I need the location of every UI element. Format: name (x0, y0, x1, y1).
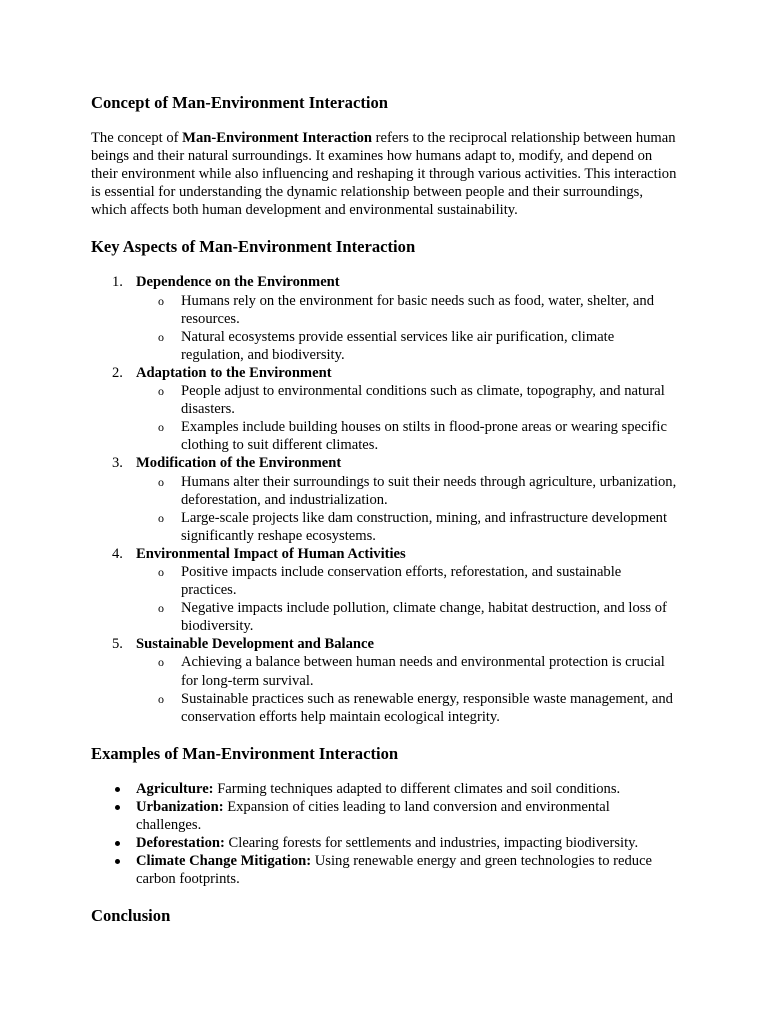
intro-rest: refers to the reciprocal relationship between human beings and their natural surroundings. It examines how humans adapt to, modify, and depend on their environment while also influencing and reshaping it through various activities. This interaction is essential for understanding the dynamic relationship between people and their surroundings, which affects both human development and environmental sustainability. (91, 130, 677, 219)
aspect-item (91, 364, 678, 454)
examples-list (91, 780, 678, 889)
example-term: Deforestation: (136, 835, 225, 852)
example-term: Climate Change Mitigation: (136, 853, 312, 870)
example-text: Clearing forests for settlements and industries, impacting biodiversity. (224, 835, 639, 852)
aspect-point (136, 473, 678, 509)
aspect-point-text: Examples include building houses on stilts in flood-prone areas or wearing specific clothing to suit different climates. (181, 419, 667, 454)
aspect-number: 1. (112, 274, 123, 291)
aspect-point (136, 599, 678, 635)
aspect-item (91, 273, 678, 363)
circle-bullet-icon: o (158, 384, 164, 399)
examples-heading: Examples of Man-Environment Interaction (91, 743, 399, 763)
document-title: Concept of Man-Environment Interaction (91, 93, 388, 112)
circle-bullet-icon: o (158, 420, 164, 435)
example-item (91, 852, 678, 888)
aspect-item (91, 454, 678, 544)
aspect-point (136, 563, 678, 599)
intro-paragraph (91, 129, 678, 219)
example-text: Expansion of cities leading to land conversion and environmental challenges. (136, 798, 610, 833)
circle-bullet-icon: o (158, 601, 164, 616)
circle-bullet-icon: o (158, 329, 164, 344)
example-text: Using renewable energy and green technologies to reduce carbon footprints. (136, 853, 653, 888)
aspects-heading: Key Aspects of Man-Environment Interaction (91, 237, 416, 257)
aspect-title: Sustainable Development and Balance (136, 636, 374, 653)
bullet-dot-icon (115, 805, 120, 810)
aspect-point-text: Humans rely on the environment for basic needs such as food, water, shelter, and resources. (181, 292, 654, 327)
circle-bullet-icon: o (158, 510, 164, 525)
aspect-title: Adaptation to the Environment (136, 364, 332, 381)
circle-bullet-icon: o (158, 474, 164, 489)
bullet-dot-icon (115, 787, 120, 792)
aspect-point (136, 509, 678, 545)
aspect-points (136, 563, 678, 635)
aspect-point (136, 653, 678, 689)
aspect-points (136, 292, 678, 364)
aspect-point-text: Humans alter their surroundings to suit their needs through agriculture, urbanization, deforestation, and industrialization. (181, 473, 677, 508)
aspect-point-text: People adjust to environmental conditions such as climate, topography, and natural disasters. (181, 383, 665, 418)
example-item (91, 798, 678, 834)
example-item (91, 780, 678, 798)
aspect-number: 4. (112, 545, 123, 562)
aspect-title: Modification of the Environment (136, 455, 342, 472)
aspect-point-text: Achieving a balance between human needs and environmental protection is crucial for long-term survival. (181, 654, 665, 689)
intro-bold-term: Man-Environment Interaction (182, 130, 373, 146)
bullet-dot-icon (115, 859, 120, 864)
example-item (91, 834, 678, 852)
intro-prefix: The concept of (91, 130, 183, 146)
aspect-points (136, 653, 678, 725)
circle-bullet-icon: o (158, 691, 164, 706)
aspect-point (136, 690, 678, 726)
aspect-title: Dependence on the Environment (136, 274, 340, 291)
example-term: Agriculture: (136, 780, 214, 797)
aspect-title: Environmental Impact of Human Activities (136, 545, 406, 562)
bullet-dot-icon (115, 841, 120, 846)
aspect-points (136, 473, 678, 545)
aspect-number: 5. (112, 636, 123, 653)
aspect-number: 2. (112, 364, 123, 381)
aspect-point (136, 328, 678, 364)
aspects-list (91, 273, 678, 725)
aspect-number: 3. (112, 455, 123, 472)
circle-bullet-icon: o (158, 564, 164, 579)
example-term: Urbanization: (136, 798, 224, 815)
circle-bullet-icon: o (158, 293, 164, 308)
aspect-points (136, 382, 678, 454)
aspect-point-text: Natural ecosystems provide essential services like air purification, climate regulation, and biodiversity. (181, 328, 615, 363)
conclusion-heading: Conclusion (91, 906, 171, 926)
aspect-point (136, 292, 678, 328)
aspect-point-text: Positive impacts include conservation efforts, reforestation, and sustainable practices. (181, 563, 622, 599)
aspect-item (91, 635, 678, 725)
aspect-item (91, 545, 678, 635)
aspect-point-text: Sustainable practices such as renewable energy, responsible waste management, and conservation efforts help maintain ecological integrity. (181, 690, 673, 725)
aspect-point-text: Large-scale projects like dam construction, mining, and infrastructure development significantly reshape ecosystems. (181, 509, 668, 544)
circle-bullet-icon: o (158, 655, 164, 670)
aspect-point (136, 418, 678, 454)
aspect-point-text: Negative impacts include pollution, climate change, habitat destruction, and loss of biodiversity. (181, 600, 667, 635)
aspect-point (136, 382, 678, 418)
example-text: Farming techniques adapted to different climates and soil conditions. (213, 780, 621, 797)
